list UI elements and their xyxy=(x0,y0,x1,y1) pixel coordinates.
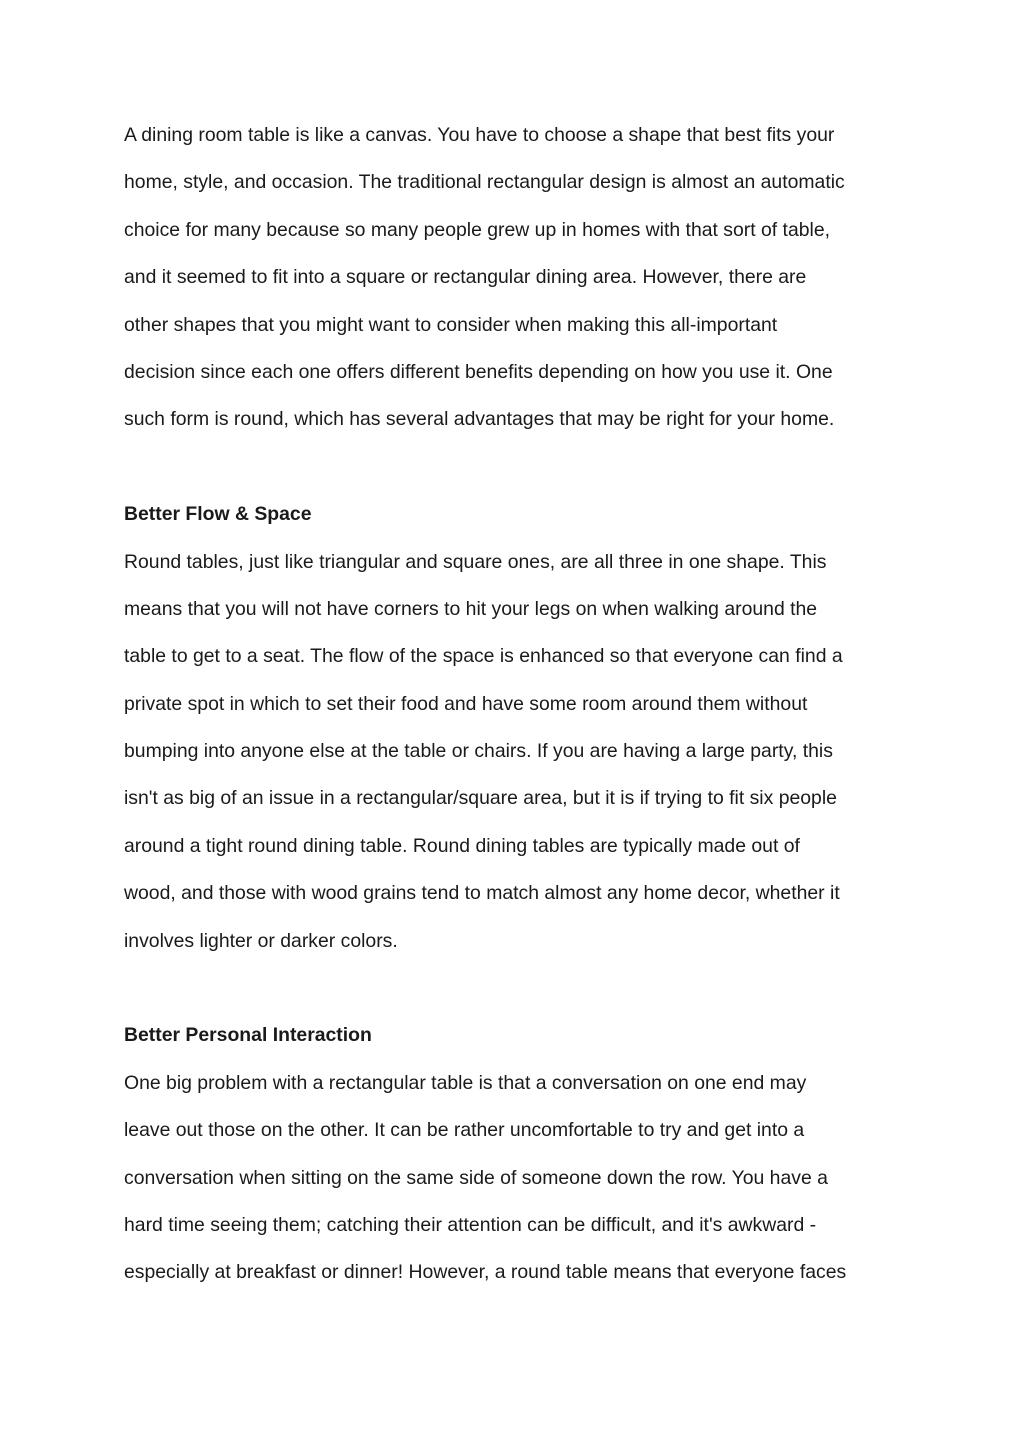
text-line: choice for many because so many people grew up in homes with that sort of table, xyxy=(124,218,830,241)
text-line: other shapes that you might want to consider when making this all-important xyxy=(124,313,778,336)
text-line: bumping into anyone else at the table or chairs. If you are having a large party, this xyxy=(124,740,833,763)
text-line: table to get to a seat. The flow of the space is enhanced so that everyone can find a xyxy=(124,645,843,668)
text-line: A dining room table is like a canvas. You have to choose a shape that best fits your xyxy=(124,124,835,146)
section-better-flow-space xyxy=(124,491,904,965)
text-line: Round tables, just like triangular and square ones, are all three in one shape. This xyxy=(124,550,827,573)
section-heading: Better Flow & Space xyxy=(124,503,312,526)
text-line: private spot in which to set their food and have some room around them without xyxy=(124,692,808,715)
text-line: wood, and those with wood grains tend to match almost any home decor, whether it xyxy=(124,882,840,905)
paragraph-spacer xyxy=(124,965,904,1012)
text-line: decision since each one offers different benefits depending on how you use it. One xyxy=(124,360,833,383)
text-line: such form is round, which has several advantages that may be right for your home. xyxy=(124,408,835,431)
document-body xyxy=(124,112,904,1297)
text-line: around a tight round dining table. Round dining tables are typically made out of xyxy=(124,834,800,857)
section-better-personal-interaction xyxy=(124,1012,904,1296)
text-line: especially at breakfast or dinner! However, a round table means that everyone faces xyxy=(124,1261,847,1284)
text-line: leave out those on the other. It can be rather uncomfortable to try and get into a xyxy=(124,1119,805,1142)
text-line: means that you will not have corners to hit your legs on when walking around the xyxy=(124,597,818,620)
text-line: and it seemed to fit into a square or rectangular dining area. However, there are xyxy=(124,266,807,289)
text-line: home, style, and occasion. The traditional rectangular design is almost an automatic xyxy=(124,171,845,194)
intro-paragraph xyxy=(124,112,904,444)
text-line: isn't as big of an issue in a rectangular/square area, but it is if trying to fit six people xyxy=(124,787,837,810)
text-line: One big problem with a rectangular table is that a conversation on one end may xyxy=(124,1071,807,1094)
text-line: conversation when sitting on the same side of someone down the row. You have a xyxy=(124,1166,828,1189)
paragraph-spacer xyxy=(124,444,904,491)
section-heading: Better Personal Interaction xyxy=(124,1024,372,1047)
text-line: hard time seeing them; catching their attention can be difficult, and it's awkward - xyxy=(124,1213,817,1236)
text-line: involves lighter or darker colors. xyxy=(124,929,398,952)
